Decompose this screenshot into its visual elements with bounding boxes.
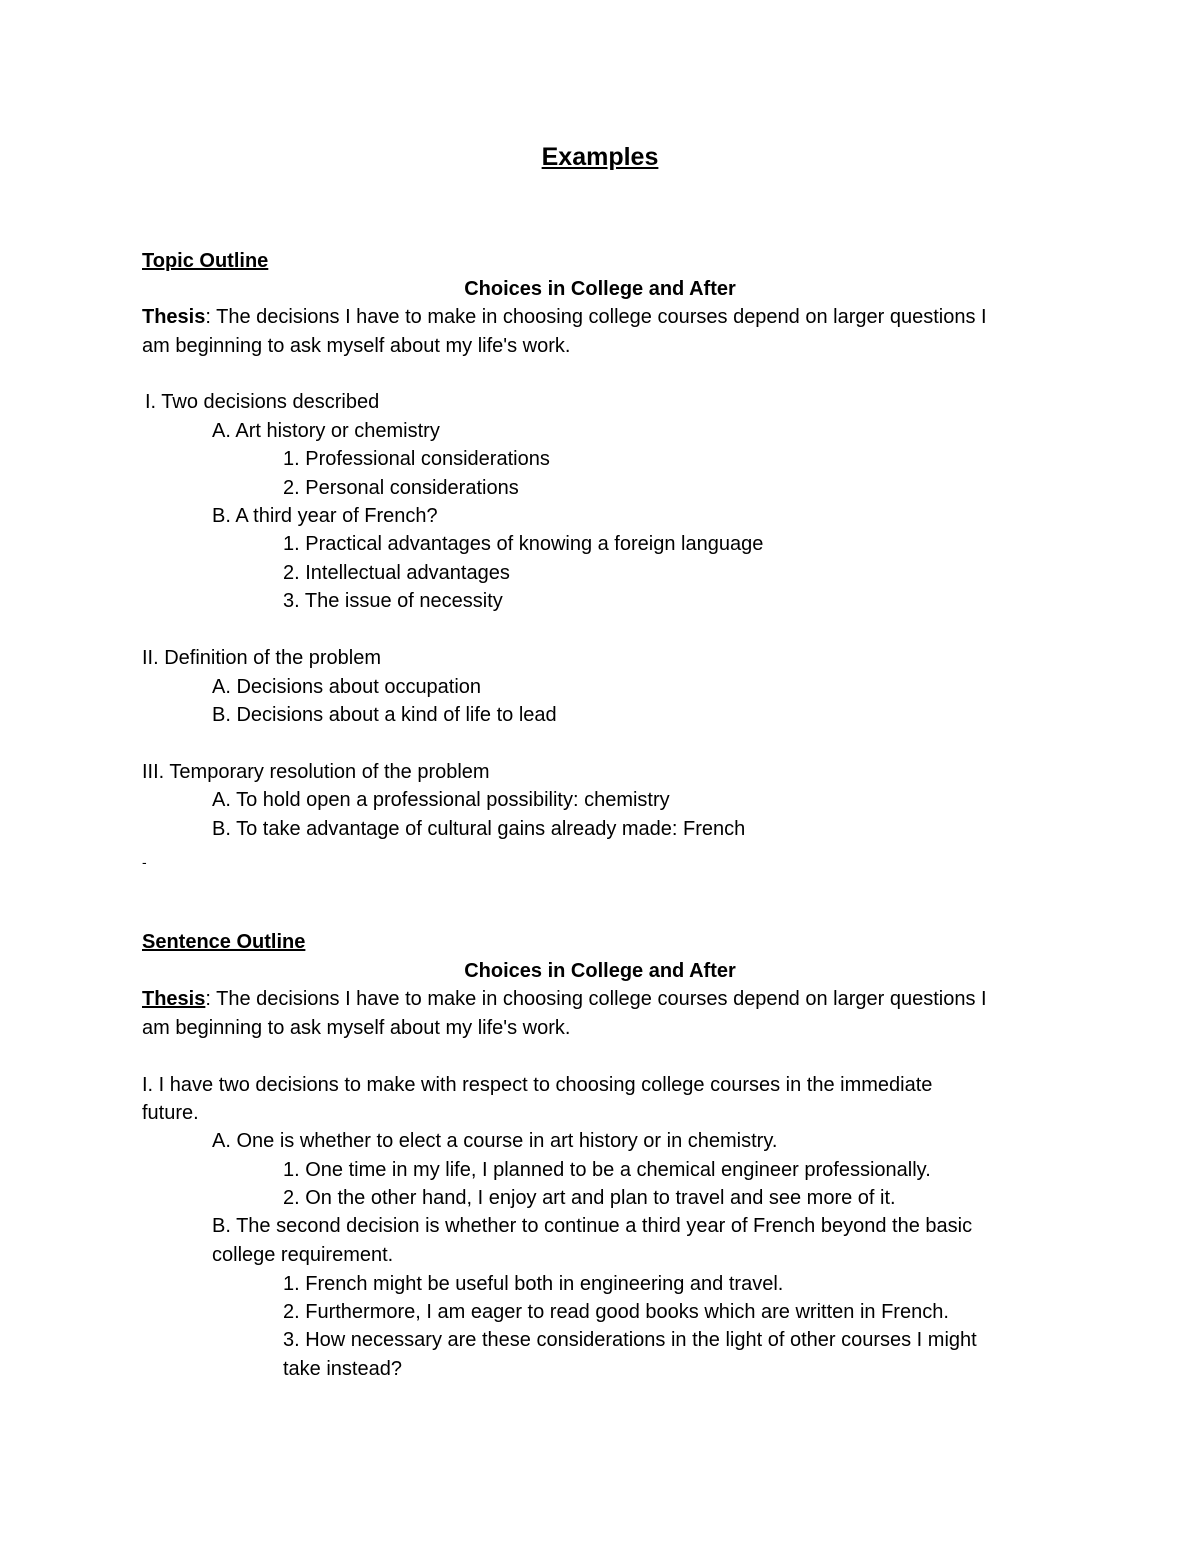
sentence-item: future. <box>142 1102 199 1124</box>
topic-thesis-text: : The decisions I have to make in choosing college courses depend on larger questions I <box>205 306 987 328</box>
topic-item: 1. Practical advantages of knowing a foreign language <box>283 533 764 555</box>
sentence-item: 1. One time in my life, I planned to be a chemical engineer professionally. <box>283 1159 931 1181</box>
topic-thesis-label: Thesis <box>142 306 206 328</box>
topic-item: III. Temporary resolution of the problem <box>142 761 490 783</box>
topic-item: A. Decisions about occupation <box>212 676 482 698</box>
sentence-item: 2. On the other hand, I enjoy art and plan to travel and see more of it. <box>283 1187 896 1209</box>
sentence-item: I. I have two decisions to make with respect to choosing college courses in the immediate <box>142 1074 933 1096</box>
topic-item: A. Art history or chemistry <box>212 420 440 442</box>
topic-item: 2. Intellectual advantages <box>283 562 510 584</box>
sentence-thesis-line-1 <box>142 989 987 1009</box>
sentence-thesis-label: Thesis <box>142 988 206 1010</box>
sentence-outline-heading: Sentence Outline <box>142 931 306 953</box>
topic-item: 2. Personal considerations <box>283 477 519 499</box>
sentence-outline-subtitle: Choices in College and After <box>464 960 736 982</box>
page-title: Examples <box>541 143 659 171</box>
sentence-item: college requirement. <box>212 1244 394 1266</box>
topic-item: 1. Professional considerations <box>283 448 550 470</box>
topic-item: B. A third year of French? <box>212 505 438 527</box>
topic-outline-heading: Topic Outline <box>142 250 269 272</box>
topic-outline-subtitle: Choices in College and After <box>464 278 736 300</box>
trailing-dash: - <box>142 854 147 870</box>
sentence-item: B. The second decision is whether to continue a third year of French beyond the basic <box>212 1215 973 1237</box>
topic-thesis-line-2: am beginning to ask myself about my life's work. <box>142 335 571 357</box>
sentence-item: A. One is whether to elect a course in art history or in chemistry. <box>212 1130 778 1152</box>
topic-thesis-line-1 <box>142 307 987 327</box>
topic-item: 3. The issue of necessity <box>283 590 503 612</box>
sentence-thesis-line-2: am beginning to ask myself about my life's work. <box>142 1017 571 1039</box>
topic-item: I. Two decisions described <box>145 391 380 413</box>
topic-item: B. To take advantage of cultural gains already made: French <box>212 818 746 840</box>
sentence-item: 1. French might be useful both in engineering and travel. <box>283 1273 784 1295</box>
sentence-item: 3. How necessary are these considerations in the light of other courses I might <box>283 1329 977 1351</box>
topic-item: A. To hold open a professional possibility: chemistry <box>212 789 670 811</box>
sentence-item: take instead? <box>283 1358 402 1380</box>
topic-item: II. Definition of the problem <box>142 647 382 669</box>
sentence-item: 2. Furthermore, I am eager to read good books which are written in French. <box>283 1301 949 1323</box>
topic-item: B. Decisions about a kind of life to lead <box>212 704 557 726</box>
sentence-thesis-text: : The decisions I have to make in choosing college courses depend on larger questions I <box>205 988 987 1010</box>
